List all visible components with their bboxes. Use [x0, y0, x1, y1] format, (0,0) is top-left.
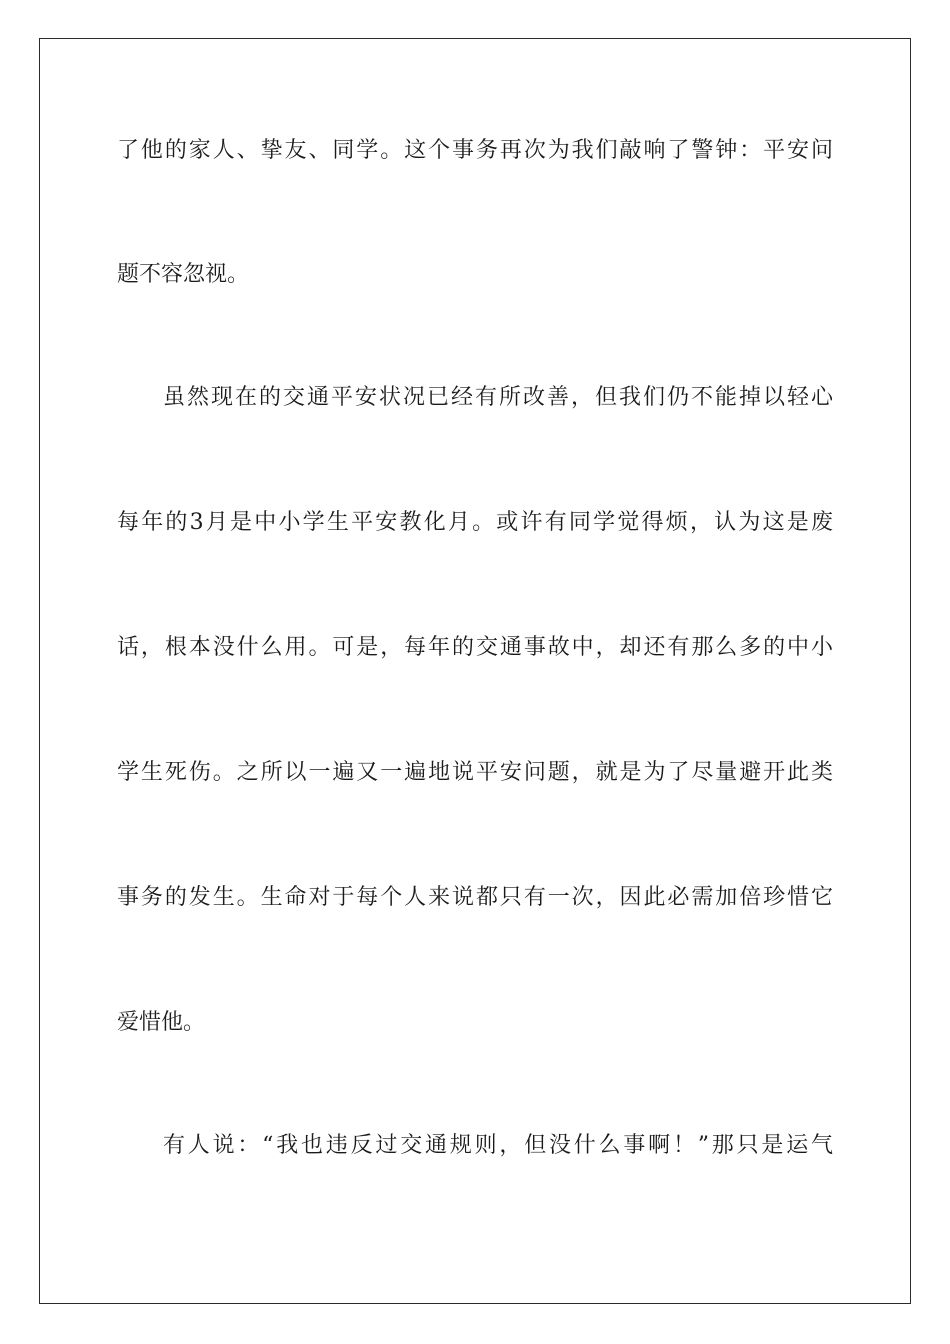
body-text-line: 学生死伤。之所以一遍又一遍地说平安问题，就是为了尽量避开此类	[117, 760, 833, 785]
body-text-line: 爱惜他。	[117, 1010, 206, 1035]
body-text-line: 每年的3月是中小学生平安教化月。或许有同学觉得烦，认为这是废	[117, 510, 833, 535]
body-text-line: 了他的家人、挚友、同学。这个事务再次为我们敲响了警钟：平安问	[117, 138, 833, 163]
page-frame	[39, 38, 911, 1304]
body-text-line: 话，根本没什么用。可是，每年的交通事故中，却还有那么多的中小	[117, 635, 833, 660]
paragraph-first-line: 有人说：“我也违反过交通规则，但没什么事啊！”那只是运气	[163, 1133, 833, 1158]
body-text-line: 题不容忽视。	[117, 262, 250, 287]
body-text-line: 事务的发生。生命对于每个人来说都只有一次，因此必需加倍珍惜它	[117, 885, 833, 910]
paragraph-first-line: 虽然现在的交通平安状况已经有所改善，但我们仍不能掉以轻心	[163, 385, 833, 410]
